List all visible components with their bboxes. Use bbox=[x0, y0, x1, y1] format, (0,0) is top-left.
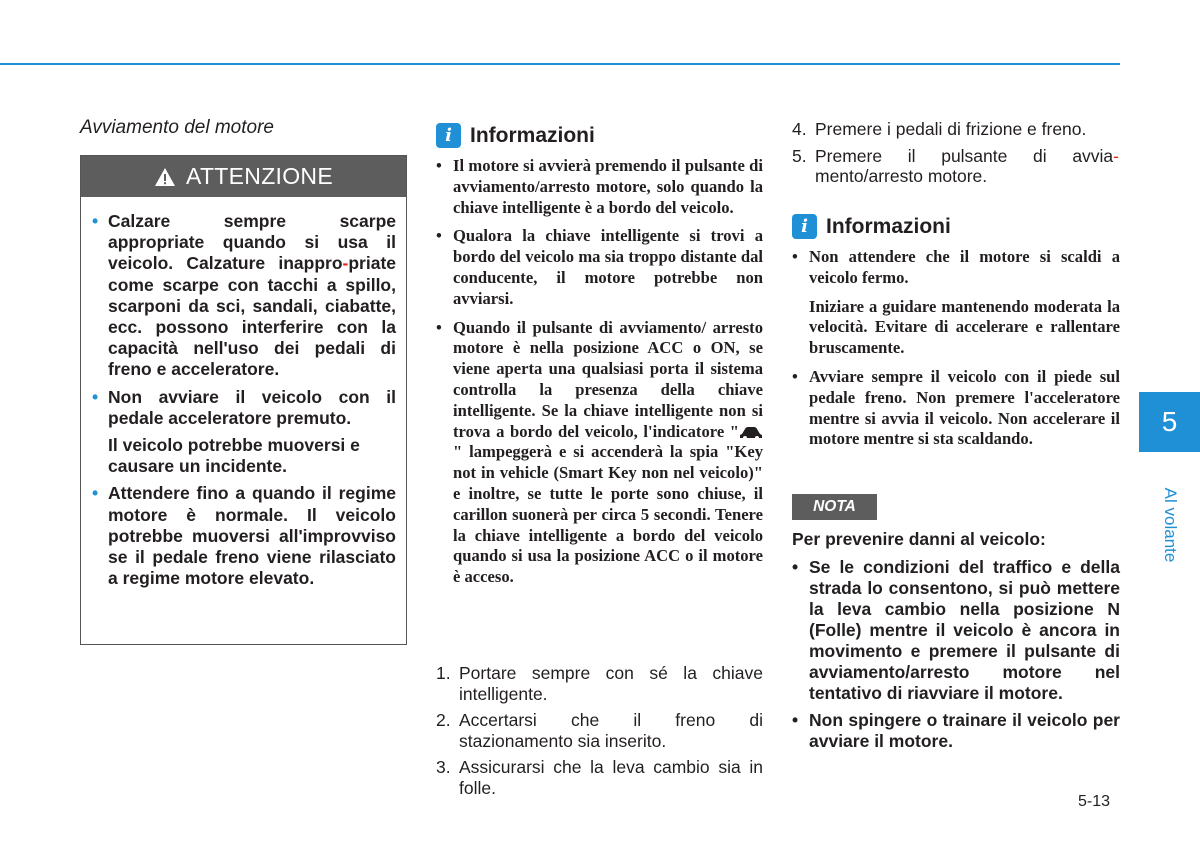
car-icon bbox=[739, 426, 763, 440]
chapter-tab: 5 bbox=[1139, 392, 1200, 452]
info-list-2 bbox=[792, 247, 1120, 458]
steps-list-a bbox=[436, 663, 763, 804]
info-icon: i bbox=[792, 214, 817, 239]
info-header-2 bbox=[792, 214, 951, 239]
warning-list bbox=[81, 197, 406, 589]
chapter-label-wrap bbox=[1139, 452, 1200, 597]
info-title: Informazioni bbox=[470, 123, 595, 147]
info-item: • Non attendere che il motore si scaldi a veicolo fermo. bbox=[792, 247, 1120, 287]
step-item: 2. Accertarsi che il freno di stazionamento sia inserito. bbox=[436, 710, 763, 751]
steps-list-b bbox=[792, 119, 1119, 193]
step-item: 4. Premere i pedali di frizione e freno. bbox=[792, 119, 1087, 139]
warning-title: ATTENZIONE bbox=[186, 163, 333, 189]
top-rule bbox=[0, 63, 1120, 65]
chapter-label: Al volante bbox=[1160, 487, 1180, 562]
info-list bbox=[436, 156, 763, 596]
info-item: • Qualora la chiave intelligente si trovi a bordo del veicolo ma sia troppo distante dal conducente, il motore potrebbe non avviarsi. bbox=[436, 226, 763, 308]
step-item: 3. Assicurarsi che la leva cambio sia in folle. bbox=[436, 757, 763, 798]
nota-item: • Non spingere o trainare il veicolo per avviare il motore. bbox=[792, 710, 1120, 751]
step-item: 5. Premere il pulsante di avvia-mento/arresto motore. bbox=[792, 145, 1119, 186]
info-title: Informazioni bbox=[826, 214, 951, 238]
page-number: 5-13 bbox=[1078, 793, 1111, 810]
nota-list bbox=[792, 557, 1120, 758]
nota-badge: NOTA bbox=[792, 494, 877, 520]
info-paragraph: Iniziare a guidare mantenendo moderata la velocità. Evitare di accelerare e rallentare bruscamente. bbox=[809, 296, 1120, 358]
info-item: • Il motore si avvierà premendo il pulsante di avviamento/arresto motore, solo quando la chiave intelligente è a bordo del veicolo. bbox=[436, 156, 763, 217]
warning-box bbox=[80, 155, 407, 645]
info-header bbox=[436, 123, 595, 148]
info-item: • Avviare sempre il veicolo con il piede sul pedale freno. Non premere l'acceleratore mentre si avvia il veicolo. Non accelerare il motore mentre si sta scaldando. bbox=[792, 366, 1120, 449]
nota-item: • Se le condizioni del traffico e della strada lo consentono, si può mettere la leva cambio nella posizione N (Folle) mentre il veicolo è ancora in movimento e premere il pulsante di avviamento/arresto motore nel tentativo di riavviare il motore. bbox=[792, 557, 1120, 703]
info-item: • Quando il pulsante di avviamento/ arresto motore è nella posizione ACC o ON, se viene aperta una qualsiasi porta il sistema controlla la presenza della chiave intelligente. Se la chiave intelligente non si trova a bordo del veicolo, l'indicatore "" lampeggerà e si accenderà la spia "Key not in vehicle (Smart Key non nel veicolo)" e inoltre, se tutte le porte sono chiuse, il carillon suonerà per circa 5 secondi. Tenere la chiave intelligente a bordo del veicolo quando si usa la posizione ACC o il motore è acceso. bbox=[436, 317, 763, 587]
warning-item: • Non avviare il veicolo con il pedale acceleratore premuto. bbox=[92, 386, 396, 428]
warning-icon bbox=[154, 167, 176, 187]
warning-subtext: Il veicolo potrebbe muoversi e causare un incidente. bbox=[108, 435, 360, 477]
warning-header bbox=[81, 156, 406, 197]
section-title: Avviamento del motore bbox=[80, 117, 274, 138]
nota-title: Per prevenire danni al veicolo: bbox=[792, 529, 1046, 549]
info-icon: i bbox=[436, 123, 461, 148]
warning-item: • Calzare sempre scarpe appropriate quando si usa il veicolo. Calzature inappro-priate come scarpe con tacchi a spillo, scarponi da sci, sandali, ciabatte, ecc. possono interferire con la capacità nell'uso dei pedali di freno e acceleratore. bbox=[92, 211, 396, 380]
warning-item: • Attendere fino a quando il regime motore è normale. Il veicolo potrebbe muoversi all'improvviso se il pedale freno viene rilasciato a regime motore elevato. bbox=[92, 483, 396, 589]
step-item: 1. Portare sempre con sé la chiave intelligente. bbox=[436, 663, 763, 704]
